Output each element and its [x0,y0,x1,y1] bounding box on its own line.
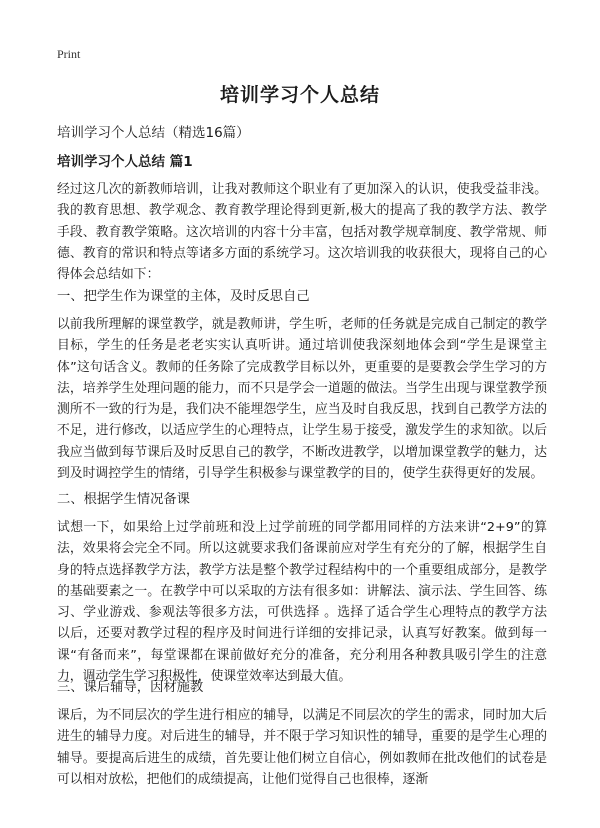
intro-paragraph: 经过这几次的新教师培训，让我对教师这个职业有了更加深入的认识，使我受益非浅。我的教育思想、教学观念、教育教学理论得到更新,极大的提高了我的教学方法、教学手段、教育教学策略。这次培训的内容十分丰富，包括对教学规章制度、教学常规、师德、教育的常识和特点等诸多方面的系统学习。这次培训我的收获很大，现将自己的心得体会总结如下： [57,182,547,283]
heading-2: 二、根据学生情况备课 [57,492,190,507]
print-link[interactable]: Print [57,47,81,61]
heading-1: 一、把学生作为课堂的主体，及时反思自己 [57,289,310,304]
paragraph-2: 试想一下，如果给上过学前班和没上过学前班的同学都用同样的方法来讲“2+9”的算法，效果将会完全不同。所以这就要求我们备课前应对学生有充分的了解，根据学生自身的特点选择教学方法，教学方法是整个教学过程结构中的一个重要组成部分，是教学的基础要素之一。在教学中可以采取的方法有很多如：讲解法、演示法、学生回答、练习、学业游戏、参观法等很多方法，可供选择 。选择了适合学生心理特点的教学方法以后，还要对教学过程的程序及时间进行详细的安排记录，认真写好教案。做到每一课“有备而来”，每堂课都在课前做好充分的准备，充分利用各种教具吸引学生的注意力，调动学生学习积极性，使课堂效率达到最大值。 [57,520,547,685]
document-subtitle: 培训学习个人总结（精选16篇） [57,125,250,141]
heading-3: 三、课后辅导，因材施教 [57,680,204,695]
paragraph-3: 课后，为不同层次的学生进行相应的辅导，以满足不同层次的学生的需求，同时加大后进生的辅导力度。对后进生的辅导，并不限于学习知识性的辅导，重要的是学生心理的辅导。要提高后进生的成绩，首先要让他们树立自信心，例如教师在批改他们的试卷是可以相对放松，把他们的成绩提高，让他们觉得自己也很棒，逐渐 [57,708,547,787]
section-title: 培训学习个人总结 篇1 [57,154,193,170]
document-title: 培训学习个人总结 [219,84,380,106]
paragraph-1: 以前我所理解的课堂教学，就是教师讲，学生听，老师的任务就是完成自己制定的教学目标，学生的任务是老老实实认真听讲。通过培训使我深刻地体会到“学生是课堂主体”这句话含义。教师的任务除了完成教学目标以外，更重要的是要教会学生学习的方法，培养学生处理问题的能力，而不只是学会一道题的做法。当学生出现与课堂教学预测所不一致的行为是，我们决不能埋怨学生，应当及时自我反思，找到自己教学方法的不足，进行修改，以适应学生的心理特点，让学生易于接受，激发学生的求知欲。以后我应当做到每节课后及时反思自己的教学，不断改进教学，以增加课堂教学的魅力，达到及时调控学生的情绪，引导学生积极参与课堂教学的目的，使学生获得更好的发展。 [57,317,547,482]
